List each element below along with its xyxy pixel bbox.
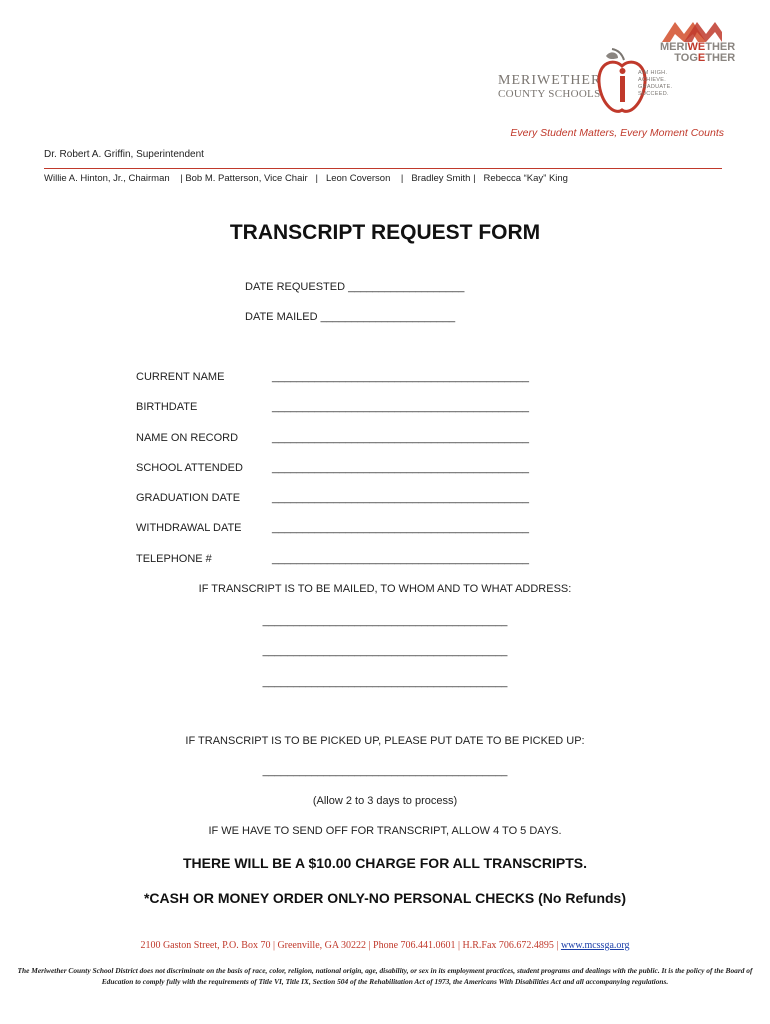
county-schools-wordmark (498, 74, 601, 101)
form-title: TRANSCRIPT REQUEST FORM (229, 221, 541, 244)
meriwether-together-logo (660, 20, 735, 64)
current-name-label: CURRENT NAME (136, 371, 225, 383)
address-line-2[interactable]: ________________________________________ (262, 645, 508, 657)
current-name-field[interactable]: __________________________________________ (272, 371, 529, 383)
withdrawal-date-label: WITHDRAWAL DATE (136, 522, 242, 534)
name-on-record-field[interactable]: __________________________________________ (272, 432, 529, 444)
school-attended-field[interactable]: __________________________________________ (272, 462, 529, 474)
pickup-date-line[interactable]: ________________________________________ (262, 765, 508, 777)
payment-note: *CASH OR MONEY ORDER ONLY-NO PERSONAL CHECKS (No Refunds) (143, 890, 626, 906)
withdrawal-date-field[interactable]: __________________________________________ (272, 522, 529, 534)
birthdate-field[interactable]: __________________________________________ (272, 401, 529, 413)
date-mailed-field[interactable]: DATE MAILED ______________________ (245, 311, 456, 323)
together-logo-line1: MERIWETHER (660, 41, 736, 53)
superintendent-name: Dr. Robert A. Griffin, Superintendent (44, 149, 204, 160)
birthdate-label: BIRTHDATE (136, 401, 198, 413)
charge-note: THERE WILL BE A $10.00 CHARGE FOR ALL TRANSCRIPTS. (183, 855, 587, 871)
header-divider (44, 168, 722, 169)
telephone-label: TELEPHONE # (136, 553, 212, 565)
graduation-date-field[interactable]: __________________________________________ (272, 492, 529, 504)
logo-tagline: AIM HIGH. ACHIEVE. GRADUATE. SUCCEED. (638, 70, 673, 97)
address-line-3[interactable]: ________________________________________ (262, 676, 508, 688)
together-chevron-icon (662, 20, 722, 42)
date-requested-field[interactable]: DATE REQUESTED ___________________ (245, 281, 465, 293)
district-motto: Every Student Matters, Every Moment Counts (510, 127, 724, 139)
county-logo-line2: COUNTY SCHOOLS (498, 88, 601, 100)
website-link[interactable]: www.mcssga.org (560, 940, 630, 951)
footer-address (0, 940, 770, 951)
board-members: Willie A. Hinton, Jr., Chairman | Bob M. Patterson, Vice Chair | Leon Coverson | Bradley Smith | Rebecca “Kay” King (44, 173, 568, 184)
county-logo-line1: MERIWETHER (498, 73, 602, 88)
graduation-date-label: GRADUATION DATE (136, 492, 241, 504)
allow-note: (Allow 2 to 3 days to process) (312, 795, 458, 807)
pickup-prompt: IF TRANSCRIPT IS TO BE PICKED UP, PLEASE PUT DATE TO BE PICKED UP: (185, 735, 585, 747)
name-on-record-label: NAME ON RECORD (136, 432, 239, 444)
nondiscrimination-disclaimer: The Meriwether County School District does not discriminate on the basis of race, color, religion, national origin, age, disability, or sex in its employment practices, student programs and dealings with the public. It is the policy of the Board of Education to comply fully with the requirements of Title VI, Title IX, Section 504 of the Rehabilitation Act of 1973, the Americans With Disabilities Act and all accompanying regulations. (17, 966, 753, 986)
school-attended-label: SCHOOL ATTENDED (136, 462, 243, 474)
together-logo-line2: TOGETHER (674, 52, 736, 64)
footer-address-text: 2100 Gaston Street, P.O. Box 70 | Greenville, GA 30222 | Phone 706.441.0601 | H.R.Fax 706.672.4895 | (140, 940, 561, 951)
telephone-field[interactable]: __________________________________________ (272, 553, 529, 565)
mail-prompt: IF TRANSCRIPT IS TO BE MAILED, TO WHOM AND TO WHAT ADDRESS: (198, 583, 572, 595)
address-line-1[interactable]: ________________________________________ (262, 615, 508, 627)
send-off-note: IF WE HAVE TO SEND OFF FOR TRANSCRIPT, ALLOW 4 TO 5 DAYS. (208, 825, 562, 837)
